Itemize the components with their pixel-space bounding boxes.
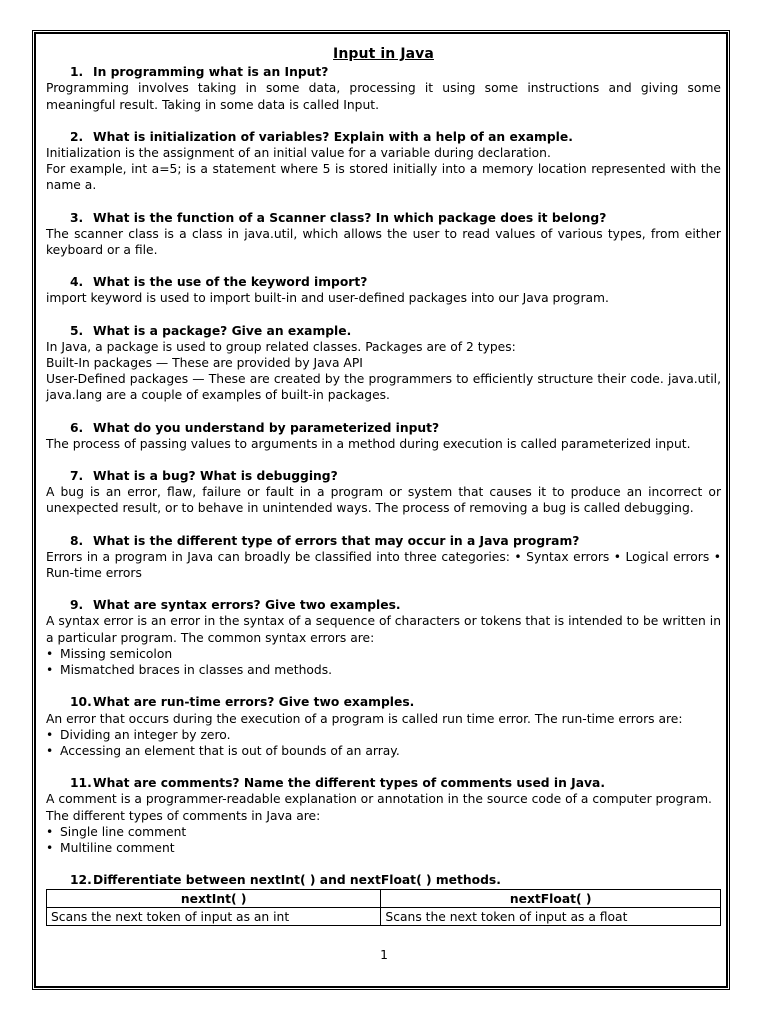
document-content (46, 46, 721, 926)
qa-block (46, 64, 721, 129)
question-text: What are run-time errors? Give two examples. (93, 695, 415, 710)
qa-block (46, 468, 721, 533)
question-number: 7. (70, 469, 84, 484)
question-text: What is the function of a Scanner class? In which package does it belong? (93, 210, 607, 225)
question-text: What is a bug? What is debugging? (93, 469, 338, 484)
qa-block (46, 274, 721, 322)
question-number: 11. (70, 776, 92, 791)
comparison-table (46, 889, 721, 926)
qa-block (46, 420, 721, 468)
bullet-text: Mismatched braces in classes and methods. (60, 663, 333, 678)
bullet-item (46, 840, 721, 856)
table-row (47, 908, 721, 926)
page-title: Input in Java (333, 46, 434, 62)
qa-block (46, 323, 721, 420)
question-text: What is the different type of errors that may occur in a Java program? (93, 533, 580, 548)
answer-text: Errors in a program in Java can broadly be classified into three categories: • Syntax errors • Logical errors • Run-time errors (46, 549, 721, 581)
answer-text: In Java, a package is used to group related classes. Packages are of 2 types: (46, 339, 516, 354)
question-number: 3. (70, 210, 84, 225)
bullet-icon: • (46, 663, 54, 678)
bullet-item (46, 824, 721, 840)
question-text: What is the use of the keyword import? (93, 275, 368, 290)
question-number: 6. (70, 420, 84, 435)
bullet-item (46, 646, 721, 662)
question-number: 9. (70, 598, 84, 613)
bullet-icon: • (46, 824, 54, 839)
qa-block (46, 129, 721, 210)
question-text: What is a package? Give an example. (93, 323, 352, 338)
answer-text: Initialization is the assignment of an initial value for a variable during declaration. (46, 146, 551, 161)
answer-text: The different types of comments in Java are: (46, 808, 321, 823)
question-number: 5. (70, 323, 84, 338)
answer-text: A bug is an error, flaw, failure or fault in a program or system that causes it to produce an incorrect or unexpected result, or to behave in unintended ways. The process of removing a bug is called debugging. (46, 485, 721, 516)
question (46, 872, 721, 888)
bullet-icon: • (46, 840, 54, 855)
question (46, 210, 721, 226)
question-number: 12. (70, 873, 92, 888)
question-text: What are syntax errors? Give two examples. (93, 598, 401, 613)
bullet-item (46, 662, 721, 678)
answer-text: Programming involves taking in some data, processing it using some instructions and giving some meaningful result. Taking in some data is called Input. (46, 81, 721, 112)
answer-text: A syntax error is an error in the syntax of a sequence of characters or tokens that is intended to be written in a particular program. The common syntax errors are: (46, 614, 721, 645)
qa-block (46, 597, 721, 694)
bullet-icon: • (46, 743, 54, 758)
question-text: What are comments? Name the different types of comments used in Java. (93, 776, 606, 791)
question-number: 1. (70, 65, 84, 80)
bullet-text: Missing semicolon (60, 646, 173, 661)
question (46, 533, 721, 549)
spacer (46, 759, 721, 775)
qa-block (46, 533, 721, 598)
qa-list (46, 64, 721, 888)
answer-text: import keyword is used to import built-in and user-defined packages into our Java program. (46, 291, 609, 306)
question-text: Differentiate between nextInt( ) and nextFloat( ) methods. (93, 873, 501, 888)
question (46, 694, 721, 710)
table-cell-nextfloat: Scans the next token of input as a float (381, 908, 721, 926)
question-text: What do you understand by parameterized input? (93, 420, 440, 435)
question (46, 129, 721, 145)
bullet-text: Dividing an integer by zero. (60, 727, 231, 742)
answer-text: The scanner class is a class in java.util, which allows the user to read values of various types, from either keyboard or a file. (46, 226, 721, 258)
question (46, 64, 721, 80)
question-text: What is initialization of variables? Explain with a help of an example. (93, 129, 573, 144)
spacer (46, 194, 721, 210)
spacer (46, 307, 721, 323)
question-number: 4. (70, 275, 84, 290)
table-header-nextint: nextInt( ) (47, 890, 381, 908)
question-number: 8. (70, 533, 84, 548)
bullet-item (46, 727, 721, 743)
bullet-text: Single line comment (60, 824, 187, 839)
qa-block (46, 872, 721, 888)
question (46, 597, 721, 613)
bullet-text: Multiline comment (60, 840, 175, 855)
question (46, 775, 721, 791)
question (46, 420, 721, 436)
spacer (46, 856, 721, 872)
spacer (46, 517, 721, 533)
question (46, 274, 721, 290)
answer-text: The process of passing values to arguments in a method during execution is called parameterized input. (46, 436, 691, 451)
spacer (46, 404, 721, 420)
answer-text: A comment is a programmer-readable explanation or annotation in the source code of a computer program. (46, 792, 712, 807)
spacer (46, 113, 721, 129)
bullet-text: Accessing an element that is out of bounds of an array. (60, 743, 400, 758)
table-cell-nextint: Scans the next token of input as an int (47, 908, 381, 926)
qa-block (46, 694, 721, 775)
spacer (46, 452, 721, 468)
question (46, 468, 721, 484)
question-number: 2. (70, 129, 84, 144)
answer-text: User-Defined packages — These are created by the programmers to efficiently structure their code. java.util, java.lang are a couple of examples of built-in packages. (46, 372, 721, 403)
qa-block (46, 775, 721, 872)
qa-block (46, 210, 721, 275)
bullet-icon: • (46, 727, 54, 742)
spacer (46, 678, 721, 694)
question-number: 10. (70, 695, 92, 710)
question (46, 323, 721, 339)
page-number: 1 (380, 948, 388, 962)
table-header-row (47, 890, 721, 908)
bullet-icon: • (46, 646, 54, 661)
question-text: In programming what is an Input? (93, 65, 329, 80)
answer-text: Built-In packages — These are provided by Java API (46, 356, 363, 371)
spacer (46, 258, 721, 274)
answer-text: For example, int a=5; is a statement where 5 is stored initially into a memory location represented with the name a. (46, 162, 721, 193)
bullet-item (46, 743, 721, 759)
table-header-nextfloat: nextFloat( ) (381, 890, 721, 908)
spacer (46, 581, 721, 597)
answer-text: An error that occurs during the execution of a program is called run time error. The run-time errors are: (46, 711, 683, 726)
